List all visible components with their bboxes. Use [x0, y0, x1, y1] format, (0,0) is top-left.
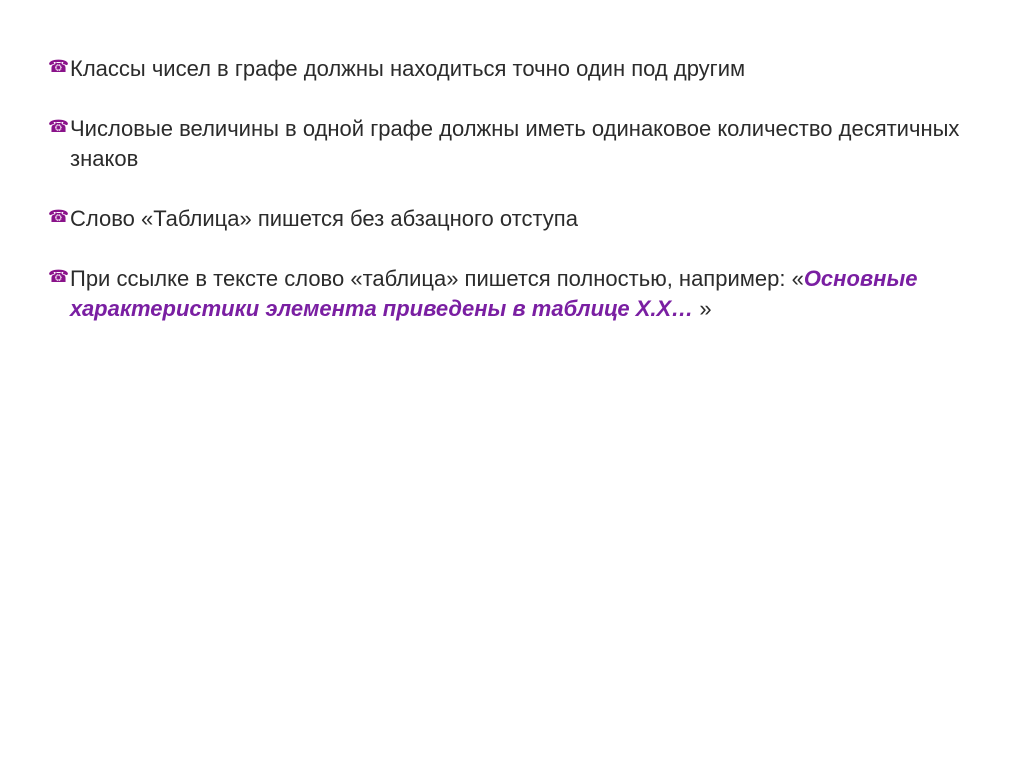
- bullet-text: Классы чисел в графе должны находиться точно один под другим: [70, 56, 746, 81]
- bullet-list: [48, 54, 978, 354]
- bullet-item-4: [48, 264, 978, 324]
- bullet-text-before: При ссылке в тексте слово «таблица» пишется полностью, например: «: [70, 266, 804, 291]
- bullet-text: Числовые величины в одной графе должны иметь одинаковое количество десятичных знаков: [70, 116, 960, 171]
- telephone-icon: ☎: [48, 207, 70, 227]
- bullet-text-emphasis: Основные характеристики элемента приведены в таблице Х.Х…: [70, 266, 918, 321]
- bullet-item-1: [48, 54, 978, 84]
- telephone-icon: ☎: [48, 117, 70, 137]
- telephone-icon: ☎: [48, 57, 70, 77]
- telephone-icon: ☎: [48, 267, 70, 287]
- bullet-text: Слово «Таблица» пишется без абзацного отступа: [70, 206, 578, 231]
- bullet-item-3: [48, 204, 978, 234]
- bullet-text-after: »: [693, 296, 712, 321]
- bullet-item-2: [48, 114, 978, 174]
